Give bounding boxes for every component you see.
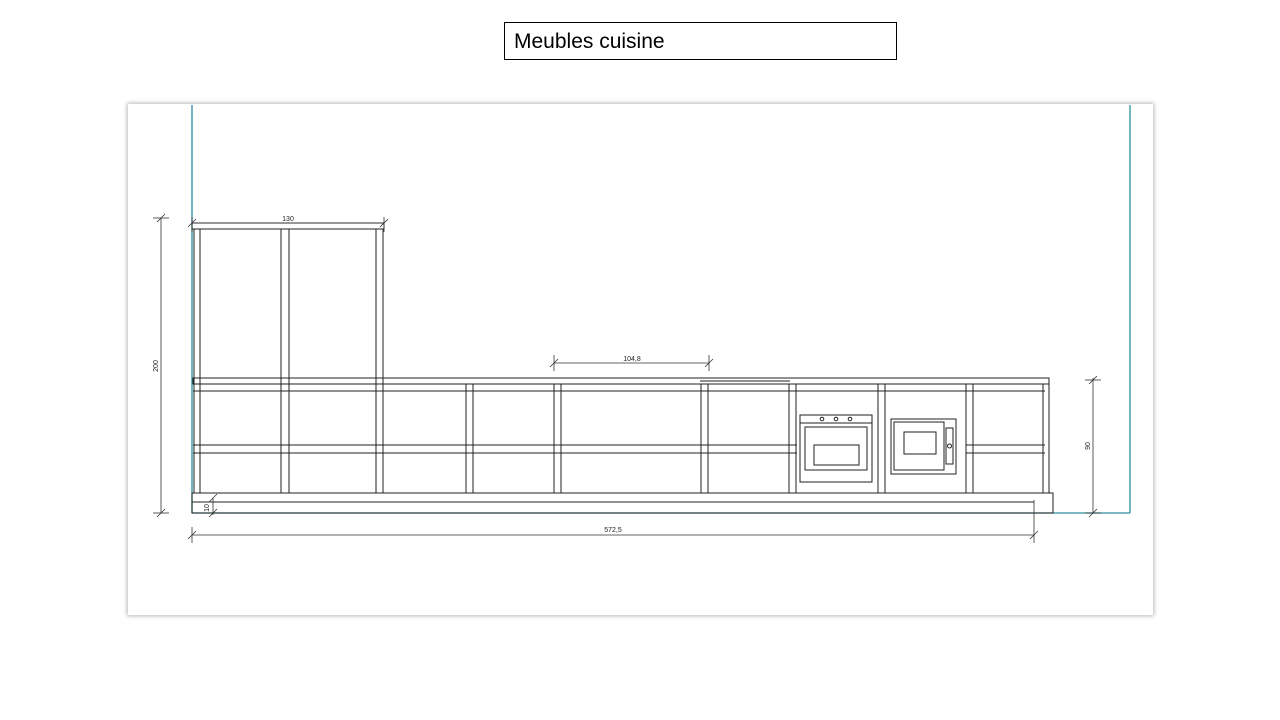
- oven-appliance: [800, 415, 872, 482]
- oven-knob-icon: [848, 417, 852, 421]
- tall-cabinet-top: [192, 223, 384, 229]
- dim-label-base-height: 90: [1085, 442, 1092, 450]
- oven-window: [814, 445, 859, 465]
- plinth: [192, 493, 1053, 513]
- oven-control-panel: [800, 415, 872, 423]
- partition: [554, 384, 561, 493]
- microwave-dial-icon: [948, 444, 952, 448]
- dim-label-plinth: 10: [204, 504, 211, 512]
- dim-label-cabinet-width: 104,8: [623, 356, 641, 363]
- partition: [966, 384, 973, 493]
- oven-knob-icon: [820, 417, 824, 421]
- partition: [789, 384, 796, 493]
- microwave-appliance: [891, 419, 956, 474]
- wall-lines: [192, 105, 1130, 513]
- oven-knob-icon: [834, 417, 838, 421]
- oven-body: [800, 415, 872, 482]
- page-title: Meubles cuisine: [514, 30, 665, 53]
- dim-label-total-width: 572,5: [604, 527, 622, 534]
- partition: [878, 384, 885, 493]
- partition: [701, 384, 708, 493]
- microwave-window: [904, 432, 936, 454]
- base-cabinets: [192, 378, 1053, 513]
- dim-label-tall-height: 200: [153, 360, 160, 372]
- partition: [466, 384, 473, 493]
- dim-label-tall-width: 130: [282, 216, 294, 223]
- worktop: [193, 378, 1049, 384]
- partition-end: [1043, 384, 1049, 493]
